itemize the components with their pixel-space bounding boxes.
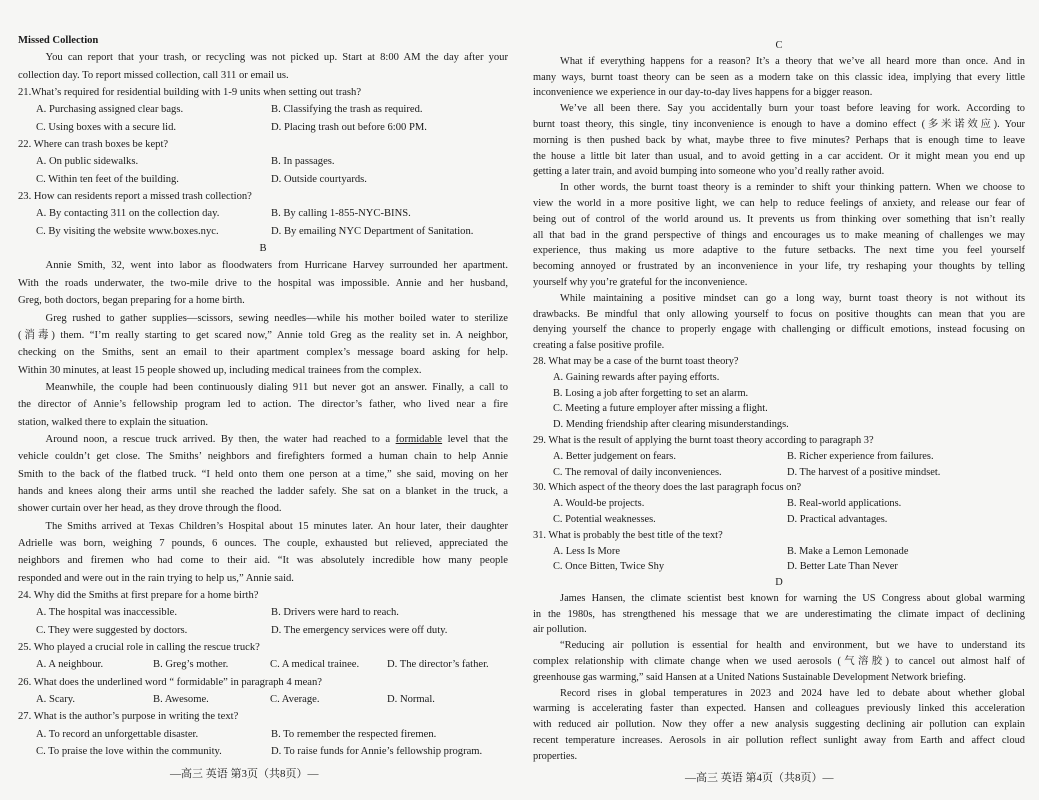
- paragraph-line: denying yourself the chance to properly engage with challenging or difficult emotions, instead focusing on: [533, 324, 1025, 336]
- answer-option: D. Outside courtyards.: [271, 173, 367, 185]
- option-row: [533, 370, 1025, 386]
- answer-option: C. A medical trainee.: [270, 659, 360, 671]
- answer-option: A. Would-be projects.: [553, 498, 645, 510]
- answer-option: C. Within ten feet of the building.: [36, 173, 179, 185]
- passage-paragraph: [533, 291, 1025, 354]
- option-row: [18, 119, 508, 136]
- question: [533, 480, 1025, 527]
- section-heading: Missed Collection: [18, 35, 99, 46]
- option-row: [18, 726, 508, 743]
- paragraph-line: Annie Smith, 32, went into labor as floodwaters from Hurricane Harvey surrounded her apartment.: [45, 260, 508, 272]
- paragraph-line: inconvenience we experience in our day-to-day lives happens for a bigger reason.: [533, 87, 873, 99]
- option-row: [533, 386, 1025, 402]
- paragraph-line: checking on the Smiths, sent an email to their apartment complex’s message board asking for help.: [18, 347, 508, 359]
- paragraph-line: properties.: [533, 750, 578, 762]
- paragraph-line: morning is then pushed back by what, maybe three to five minutes? Perhaps that is enough time to leave: [533, 134, 1025, 146]
- passage-label: D: [775, 577, 783, 589]
- paragraph-line: air pollution.: [533, 624, 587, 636]
- question: [18, 587, 508, 639]
- question-stem: 27. What is the author’s purpose in writing the text?: [18, 711, 239, 723]
- page-3-column: [18, 32, 508, 760]
- answer-option: D. Placing trash out before 6:00 PM.: [271, 121, 427, 133]
- option-row: [533, 449, 1025, 465]
- text-segment: Around noon, a rescue truck arrived. By then, the water had reached to a: [45, 433, 396, 445]
- question-stem: 28. What may be a case of the burnt toast theory?: [533, 355, 739, 367]
- paragraph-line: hands and knees along their arms until she reached the ladder safely. She sat on a blanket in the truck, a: [18, 485, 508, 497]
- answer-option: A. Better judgement on fears.: [553, 450, 676, 462]
- paragraph-line: Greg, both doctors, began preparing for a home birth.: [18, 295, 245, 307]
- option-row: [18, 101, 508, 118]
- question-stem: 31. What is probably the best title of the text?: [533, 529, 723, 541]
- option-row: [18, 691, 508, 708]
- answer-option: C. Meeting a future employer after missing a flight.: [553, 403, 768, 415]
- question: [18, 84, 508, 136]
- paragraph-line: warming is accelerating faster than expected. Hansen and colleagues previously linked this acceleration: [533, 703, 1025, 715]
- paragraph-line: yourself why you’re grateful for the inconvenience.: [533, 276, 748, 288]
- question-stem: 25. Who played a crucial role in calling the rescue truck?: [18, 642, 260, 654]
- paragraph-line: being out of control of the world around us. It prevents us from thinking over something that isn’t really: [533, 213, 1025, 225]
- paragraph-line: “Reducing air pollution is essential for health and environment, but we have to understand its: [560, 640, 1025, 652]
- answer-option: D. The harvest of a positive mindset.: [787, 466, 941, 478]
- paragraph-line: Smith to the back of the flatbed truck. “I held onto them one person at a time,” she said, moving on her: [18, 468, 508, 480]
- answer-option: C. Using boxes with a secure lid.: [36, 121, 177, 133]
- question: [18, 188, 508, 240]
- answer-option: B. Greg’s mother.: [153, 659, 229, 671]
- paragraph-line: drawbacks. Be mindful that only allowing yourself to focus on positive thoughts can mean that you are: [533, 308, 1025, 320]
- paragraph-line: Greg rushed to gather supplies—scissors, sewing needles—while his mother boiled water to sterilize: [45, 312, 508, 324]
- option-row: [18, 604, 508, 621]
- answer-option: C. They were suggested by doctors.: [36, 624, 188, 636]
- passage-paragraph: [533, 101, 1025, 180]
- option-row: [18, 171, 508, 188]
- paragraph-line: responded and were out in the rain trying to help us,” Annie said.: [18, 572, 294, 584]
- paragraph-line: In other words, the burnt toast theory is a reminder to shift your thinking pattern. When we choose to: [560, 182, 1025, 194]
- page-footer: —高三 英语 第3页（共8页）—: [170, 768, 319, 780]
- text-segment: level that the: [442, 433, 508, 445]
- paragraph-line: becoming annoyed or frustrated by an inconvenience in your life, try reshaping your thoughts by telling: [533, 261, 1025, 273]
- paragraph-line: greenhouse gas warming,” said Hansen at a United Nations Sustainable Development Network briefing.: [533, 671, 966, 683]
- question-stem: 21.What’s required for residential building with 1-9 units when setting out trash?: [18, 87, 362, 99]
- question: [533, 433, 1025, 480]
- answer-option: C. To praise the love within the community.: [36, 746, 222, 758]
- answer-option: A. Scary.: [36, 694, 76, 706]
- paragraph-line: The Smiths arrived at Texas Children’s Hospital about 15 minutes later. An hour later, their daughter: [45, 520, 508, 532]
- answer-option: B. Richer experience from failures.: [787, 450, 934, 462]
- passage-label: B: [259, 243, 267, 255]
- answer-option: C. Average.: [270, 694, 320, 706]
- paragraph-line: view the world in a more positive light, we can help to reduce feelings of anxiety, and release our fear of: [533, 197, 1025, 209]
- answer-option: D. The emergency services were off duty.: [271, 624, 448, 636]
- question: [18, 136, 508, 188]
- answer-option: A. On public sidewalks.: [36, 156, 139, 168]
- option-row: [533, 512, 1025, 528]
- question: [533, 354, 1025, 433]
- answer-option: B. In passages.: [271, 156, 335, 168]
- paragraph-line: neighbors and firemen who had come to their aid. “It was absolutely incredible how many people: [18, 555, 508, 567]
- question-stem: 22. Where can trash boxes be kept?: [18, 139, 169, 151]
- answer-option: D. The director’s father.: [387, 659, 489, 671]
- option-row: [533, 465, 1025, 481]
- option-row: [533, 417, 1025, 433]
- paragraph-line: burnt toast theory, this single, tiny inconvenience is enough to have a domino effect (多米诺效应). Your: [533, 118, 1025, 130]
- paragraph-line: with reduced air pollution. Now they offer a new analysis suggesting declining air pollution can explain: [533, 719, 1025, 731]
- answer-option: D. To raise funds for Annie’s fellowship program.: [271, 746, 483, 758]
- paragraph-line: You can report that your trash, or recycling was not picked up. Start at 8:00 AM the day after your: [45, 52, 508, 64]
- option-row: [18, 656, 508, 673]
- answer-option: A. By contacting 311 on the collection day.: [36, 208, 220, 220]
- answer-option: A. Purchasing assigned clear bags.: [36, 104, 184, 116]
- paragraph-line: many ways, burnt toast theory can be seen as a modern take on this classic idea, implying that every little: [533, 71, 1025, 83]
- answer-option: D. By emailing NYC Department of Sanitation.: [271, 225, 474, 237]
- question-stem: 30. Which aspect of the theory does the last paragraph focus on?: [533, 482, 802, 494]
- paragraph-line: creating a false positive profile.: [533, 340, 665, 352]
- answer-option: B. Losing a job after forgetting to set an alarm.: [553, 387, 749, 399]
- underlined-word: formidable: [395, 433, 443, 445]
- option-row: [533, 401, 1025, 417]
- paragraph-line: all that bad in the grand perspective of things and encourages us to make meaning of challenges we may: [533, 229, 1025, 241]
- passage-paragraph: [533, 591, 1025, 638]
- answer-option: B. Drivers were hard to reach.: [271, 607, 399, 619]
- option-row: [18, 153, 508, 170]
- passage-paragraph: [533, 638, 1025, 685]
- paragraph-line: recent temperature increases. Aerosols in air pollution reflect sunlight away from Earth and affect cloud: [533, 735, 1025, 747]
- answer-option: B. Classifying the trash as required.: [271, 104, 423, 116]
- option-row: [18, 743, 508, 760]
- answer-option: A. A neighbour.: [36, 659, 104, 671]
- option-row: [18, 205, 508, 222]
- passage-paragraph: [533, 180, 1025, 291]
- passage-paragraph: [18, 257, 508, 309]
- paragraph-line: James Hansen, the climate scientist best known for warning the US Congress about global warming: [560, 592, 1025, 604]
- answer-option: B. By calling 1-855-NYC-BINS.: [271, 208, 411, 220]
- answer-option: D. Normal.: [387, 694, 435, 706]
- passage-paragraph: [18, 379, 508, 431]
- answer-option: A. To record an unforgettable disaster.: [36, 728, 199, 740]
- passage-paragraph: [18, 49, 508, 84]
- paragraph-line: complex relationship with climate change when we used aerosols (气溶胶) to cancel out almost half of: [533, 656, 1025, 668]
- answer-option: C. The removal of daily inconveniences.: [553, 466, 722, 478]
- paragraph-line: What if everything happens for a reason? It’s a theory that we’ve all heard more than once. And in: [560, 55, 1025, 67]
- paragraph-line: Within 30 minutes, at least 15 people showed up, including medical trainees from the complex.: [18, 364, 422, 376]
- paragraph-line: experience, thus making us more adaptive to the future setbacks. The next time you feel yourself: [533, 245, 1025, 257]
- answer-option: A. The hospital was inaccessible.: [36, 607, 178, 619]
- answer-option: B. To remember the respected firemen.: [271, 728, 437, 740]
- paragraph-line: collection day. To report missed collection, call 311 or email us.: [18, 69, 289, 81]
- option-row: [18, 223, 508, 240]
- answer-option: A. Gaining rewards after paying efforts.: [553, 371, 720, 383]
- question-stem: 23. How can residents report a missed trash collection?: [18, 191, 252, 203]
- passage-paragraph: [18, 310, 508, 379]
- paragraph-line: While maintaining a positive mindset can go a long way, burnt toast theory is not without its: [560, 292, 1025, 304]
- option-row: [533, 559, 1025, 575]
- paragraph-line: Record rises in global temperatures in 2023 and 2024 have led to debate about whether global: [560, 687, 1025, 699]
- question: [18, 708, 508, 760]
- answer-option: B. Real-world applications.: [787, 498, 902, 510]
- option-row: [533, 496, 1025, 512]
- paragraph-line: shower curtain over her head, as they drove through the flood.: [18, 503, 282, 515]
- answer-option: D. Practical advantages.: [787, 513, 888, 525]
- question-stem: 24. Why did the Smiths at first prepare for a home birth?: [18, 590, 259, 601]
- passage-label: C: [775, 40, 783, 51]
- answer-option: B. Awesome.: [153, 694, 209, 706]
- answer-option: B. Make a Lemon Lemonade: [787, 545, 909, 557]
- paragraph-line: We’ve all been there. Say you accidentally burn your toast before leaving for work. According to: [560, 103, 1025, 115]
- passage-paragraph: [18, 518, 508, 587]
- answer-option: C. By visiting the website www.boxes.nyc.: [36, 225, 219, 237]
- answer-option: D. Mending friendship after clearing misunderstandings.: [553, 419, 789, 431]
- page-4-column: [533, 38, 1025, 765]
- passage-paragraph: [533, 686, 1025, 765]
- answer-option: A. Less Is More: [553, 545, 620, 557]
- paragraph-line: vehicle couldn’t get close. The Smiths’ neighbors and firefighters formed a human chain to help Annie: [18, 451, 508, 463]
- paragraph-line: the house a little bit later than usual, and to avoid getting in a car accident. Or it might mean you end up: [533, 150, 1025, 162]
- answer-option: D. Better Late Than Never: [787, 561, 898, 573]
- passage-paragraph: [18, 431, 508, 518]
- page-footer: —高三 英语 第4页（共8页）—: [685, 772, 834, 784]
- question-stem: 26. What does the underlined word “ formidable” in paragraph 4 mean?: [18, 676, 322, 688]
- passage-paragraph: [533, 54, 1025, 101]
- paragraph-line: station, walked there to explain the situation.: [18, 416, 209, 428]
- answer-option: C. Potential weaknesses.: [553, 513, 656, 525]
- question: [533, 528, 1025, 575]
- question-stem: 29. What is the result of applying the burnt toast theory according to paragraph 3?: [533, 434, 874, 446]
- paragraph-line: With the roads underwater, the two-mile drive to the hospital was impossible. Annie and her husband,: [18, 277, 508, 289]
- question: [18, 639, 508, 674]
- paragraph-line: getting a later train, and avoid bumping into someone who you’d really rather avoid.: [533, 166, 885, 178]
- option-row: [533, 544, 1025, 560]
- paragraph-line: the director of Annie’s fellowship program led to action. The director’s father, who lived near a fire: [18, 399, 508, 411]
- paragraph-line: in the 1980s, has strengthened his message that we are underestimating the climate impact of declining: [533, 608, 1025, 620]
- paragraph-line: Meanwhile, the couple had been continuously dialing 911 but never got an answer. Finally, a call to: [45, 381, 508, 393]
- option-row: [18, 622, 508, 639]
- question: [18, 674, 508, 709]
- answer-option: C. Once Bitten, Twice Shy: [553, 561, 665, 573]
- paragraph-line: Adrielle was born, weighing 7 pounds, 6 ounces. The couple, exhausted but relieved, appreciated the: [18, 537, 508, 549]
- paragraph-line: (消毒) them. “I’m really starting to get scared now,” Annie told Greg as the reality set in. A neighbor,: [18, 329, 508, 341]
- paragraph-line: [18, 431, 508, 448]
